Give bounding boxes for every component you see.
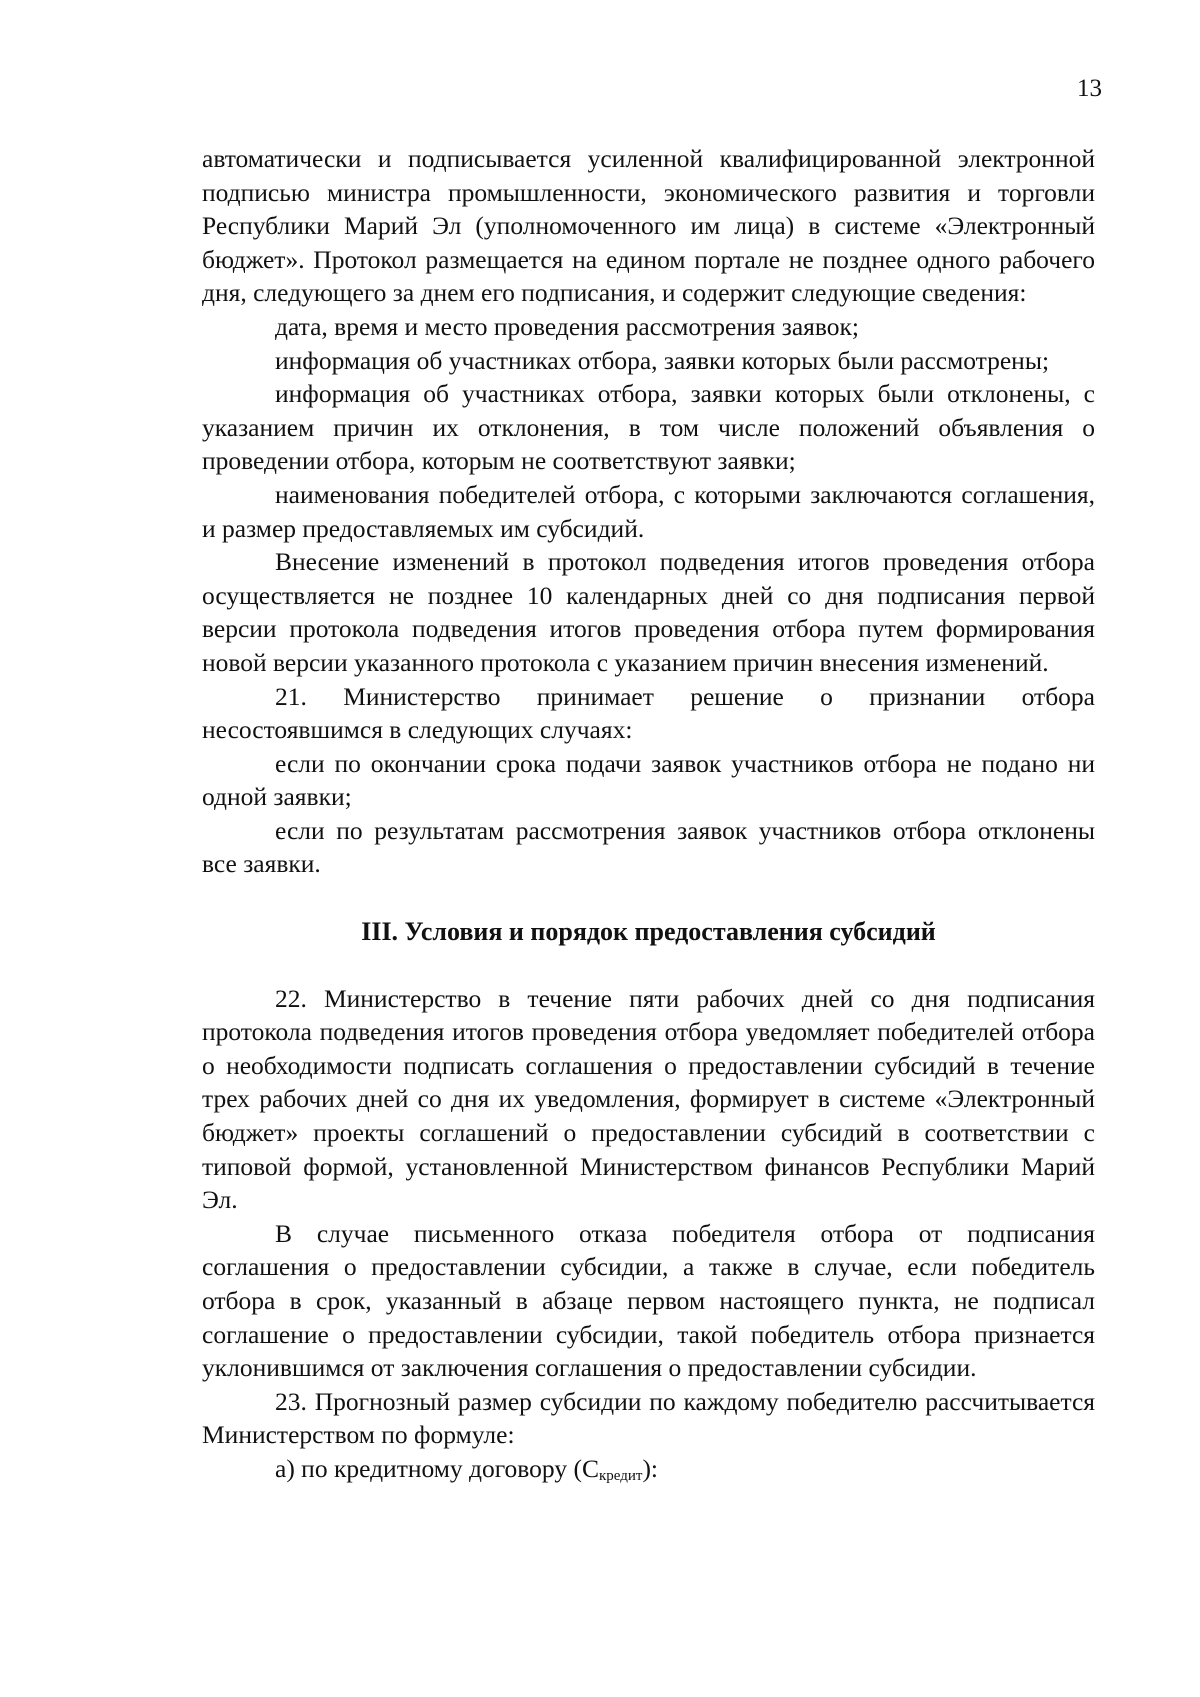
formula-subscript: кредит (598, 1467, 643, 1484)
paragraph-clause-21: 21. Министерство принимает решение о признании отбора несостоявшимся в следующих случаях: (202, 681, 1095, 745)
paragraph-list-item: информация об участниках отбора, заявки которых были рассмотрены; (275, 345, 1050, 375)
paragraph-list-item: информация об участниках отбора, заявки которых были отклонены, с указанием причин их отклонения, в том числе положений объявления о проведении отбора, которым не соответствуют заявки; (202, 379, 1095, 476)
paragraph-list-item: наименования победителей отбора, с которыми заключаются соглашения, и размер предоставляемых им субсидий. (202, 479, 1095, 543)
paragraph-clause-23: 23. Прогнозный размер субсидии по каждому победителю рассчитывается Министерством по формуле: (202, 1386, 1095, 1450)
paragraph-clause-22: 22. Министерство в течение пяти рабочих дней со дня подписания протокола подведения итогов проведения отбора уведомляет победителей отбора о необходимости подписать соглашения о предоставлении субсидий в течение трех рабочих дней со дня их уведомления, формирует в системе «Электронный бюджет» проекты соглашений о предоставлении субсидий в соответствии с типовой формой, установленной Министерством финансов Республики Марий Эл. (202, 983, 1095, 1215)
document-body (202, 142, 1095, 1494)
paragraph-list-item: если по окончании срока подачи заявок участников отбора не подано ни одной заявки; (202, 748, 1095, 812)
paragraph-list-item: дата, время и место проведения рассмотрения заявок; (275, 311, 859, 341)
paragraph-list-item: если по результатам рассмотрения заявок участников отбора отклонены все заявки. (202, 815, 1095, 879)
formula-intro-line (202, 1452, 1095, 1494)
formula-intro-suffix: ): (642, 1453, 659, 1483)
page-number: 13 (1077, 75, 1102, 102)
section-heading: III. Условия и порядок предоставления субсидий (361, 917, 936, 947)
formula-intro-text: а) по кредитному договору (С (275, 1453, 599, 1483)
paragraph: В случае письменного отказа победителя отбора от подписания соглашения о предоставлении субсидии, а также в случае, если победитель отбора в срок, указанный в абзаце первом настоящего пункта, не подписал соглашение о предоставлении субсидии, такой победитель отбора признается уклонившимся от заключения соглашения о предоставлении субсидии. (202, 1218, 1095, 1383)
paragraph-continuation: автоматически и подписывается усиленной квалифицированной электронной подписью министра промышленности, экономического развития и торговли Республики Марий Эл (уполномоченного им лица) в системе «Электронный бюджет». Протокол размещается на едином портале не позднее одного рабочего дня, следующего за днем его подписания, и содержит следующие сведения: (202, 144, 1095, 308)
paragraph: Внесение изменений в протокол подведения итогов проведения отбора осуществляется не позднее 10 календарных дней со дня подписания первой версии протокола подведения итогов проведения отбора путем формирования новой версии указанного протокола с указанием причин внесения изменений. (202, 547, 1095, 677)
